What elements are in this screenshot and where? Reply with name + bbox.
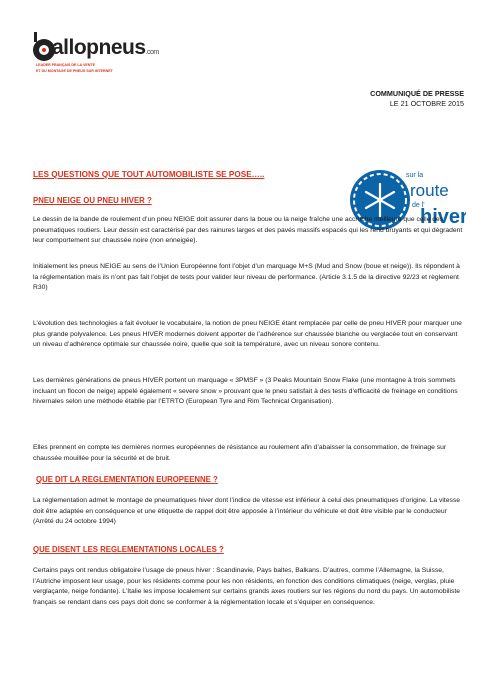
section-1-paragraph-2: Initialement les pneus NEIGE au sens de l’Union Européenne font l’objet d’un marquage M+S (Mud and Snow (boue et neige)). Ils répondent à la réglementation mais ils n’ont pas fait l’objet de tests pour valider leur niveau de performance. (Article 3.1.5 de la directive 92/23 et règlement R30) [33, 263, 460, 292]
section-heading-2: QUE DIT LA REGLEMENTATION EUROPEENNE ? [36, 475, 218, 484]
section-heading-1: PNEU NEIGE OU PNEU HIVER ? [33, 196, 152, 205]
press-header [370, 89, 464, 109]
logo-domain: .com [145, 49, 159, 56]
section-2-paragraph-1: La réglementation admet le montage de pneumatiques hiver dont l’indice de vitesse est inférieur à celui des pneumatiques d’origine. La vitesse doit être adaptée en conséquence et une étiquette de rappel doit être apposée à l’intérieur du véhicule et doit être visible par le conducteur (Arrêté du 24 octobre 1994) [33, 497, 461, 526]
doc-type: COMMUNIQUÉ DE PRESSE [370, 89, 464, 98]
logo-wordmark [52, 36, 159, 60]
doc-date: LE 21 OCTOBRE 2015 [389, 99, 464, 108]
badge-line3: de l' [412, 202, 425, 209]
tagline-1: LEADER FRANÇAIS DE LA VENTE [36, 63, 95, 67]
tagline-2: ET DU MONTAGE DE PNEUS SUR INTERNET [36, 69, 113, 73]
section-1-paragraph-4: Les dernières générations de pneus HIVER portent un marquage « 3PMSF » (3 Peaks Mountain Snow Flake (une montagne à trois sommets incluant un flocon de neige) appelé également « severe snow » prouvant que le pneu satisfait à des tests d’efficacité de freinage en conditions hivernales selon une méthode établie par l’ETRTO (European Tyre and Rim Technical Organisation). [33, 377, 458, 406]
section-1-paragraph-3: L’évolution des technologies a fait évoluer le vocabulaire, la notion de pneu NEIGE étant remplacée par celle de pneu HIVER pour marquer une plus grande polyvalence. Les pneus HIVER modernes doivent apporter de l’adhérence sur chaussée blanche ou verglacée tout en conservant un niveau d’adhérence optimale sur chaussée noire, quelle que soit la température, avec un niveau sonore contenu. [33, 320, 462, 349]
section-heading-3: QUE DISENT LES REGLEMENTATIONS LOCALES ? [33, 545, 224, 554]
badge-line2: route [410, 181, 449, 200]
section-3-paragraph-1: Certains pays ont rendus obligatoire l’usage de pneus hiver : Scandinavie, Pays baltes, Balkans. D’autres, comme l’Allemagne, la Suisse, l’Autriche imposent leur usage, pour les résidents comme pour les non résidents, en fonction des conditions climatiques (neige, verglas, pluie verglaçante, neige fondante). L’Italie les impose localement sur certains grands axes routiers sur les régions du nord du pays. Un automobiliste français se rendant dans ces pays doit donc se conformer à la réglementation locale et s’équiper en conséquence. [33, 567, 460, 606]
main-title: LES QUESTIONS QUE TOUT AUTOMOBILISTE SE POSE….. [33, 170, 265, 179]
section-1-paragraph-5: Elles prennent en compte les dernières normes européennes de résistance au roulement afin d’abaisser la consommation, de freinage sur chaussée mouillée pour la sécurité et de bruit. [33, 444, 447, 462]
badge-line4: hiver [420, 206, 466, 228]
logo-text: allopneus [52, 36, 146, 59]
badge-line1: sur la [406, 172, 424, 179]
section-1-paragraph-1: Le dessin de la bande de roulement d’un pneu NEIGE doit assurer dans la boue ou la neige fraîche une accroche meilleure que celle des pneumatiques routiers. Leur dessin est caractérisé par des rainures larges et des pavés massifs espacés qui les rend bruyants et qui dégradent leur comportement sur chaussée noire (non enneigée). [33, 216, 463, 245]
